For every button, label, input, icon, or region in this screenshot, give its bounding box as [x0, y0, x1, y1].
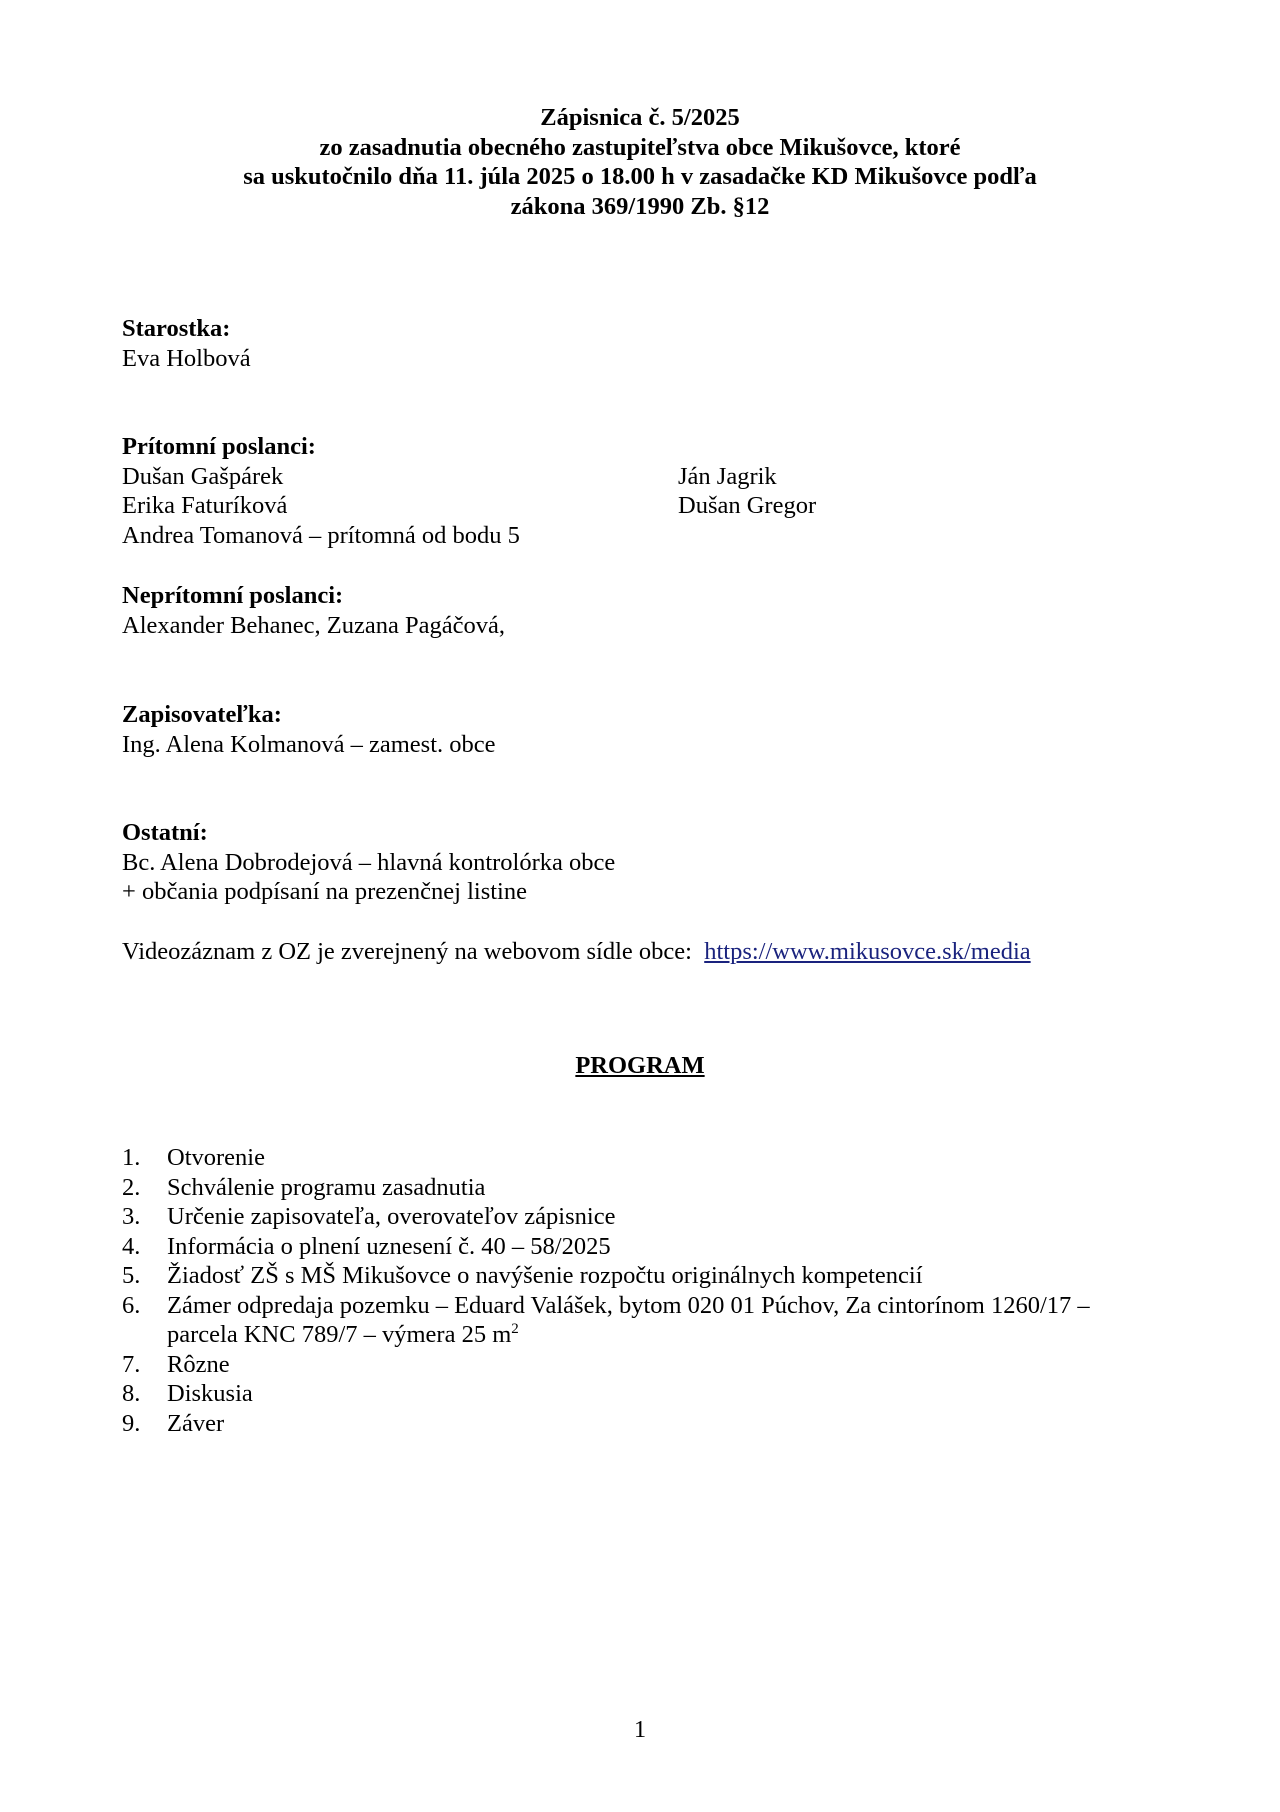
present-section	[122, 432, 520, 550]
present-member: Dušan Gregor	[678, 492, 817, 519]
list-item	[122, 1409, 1182, 1439]
video-text: Videozáznam z OZ je zverejnený na webovom sídle obce:	[122, 938, 692, 965]
title-line: zákona 369/1990 Zb. §12	[510, 192, 770, 220]
list-item	[122, 1350, 1182, 1380]
present-member: Erika Faturíková	[122, 492, 288, 519]
item-number: 6.	[122, 1291, 141, 1319]
item-text: Informácia o plnení uznesení č. 40 – 58/2025	[167, 1232, 611, 1260]
item-text: Zámer odpredaja pozemku – Eduard Valášek, bytom 020 01 Púchov, Za cintorínom 1260/17 –	[167, 1291, 1090, 1319]
others-line: Bc. Alena Dobrodejová – hlavná kontrolórka obce	[122, 848, 616, 876]
starostka-label: Starostka:	[122, 315, 231, 342]
item-number: 4.	[122, 1232, 141, 1260]
item-number: 8.	[122, 1380, 141, 1407]
video-note	[122, 937, 1031, 967]
present-member: Dušan Gašpárek	[122, 462, 284, 490]
title-line: Zápisnica č. 5/2025	[540, 104, 740, 131]
recorder-section	[122, 700, 496, 759]
absent-section	[122, 581, 505, 640]
item-number: 3.	[122, 1203, 141, 1230]
others-section	[122, 818, 615, 907]
item-text: Žiadosť ZŠ s MŠ Mikušovce o navýšenie rozpočtu originálnych kompetencií	[167, 1262, 923, 1289]
recorder-name: Ing. Alena Kolmanová – zamest. obce	[122, 730, 496, 758]
absent-label: Neprítomní poslanci:	[122, 582, 344, 609]
item-text-continued: parcela KNC 789/7 – výmera 25 m	[167, 1321, 512, 1348]
item-text: Schválenie programu zasadnutia	[167, 1173, 486, 1201]
list-item	[122, 1379, 1182, 1409]
starostka-section	[122, 314, 251, 373]
title-line: zo zasadnutia obecného zastupiteľstva obce Mikušovce, ktoré	[319, 133, 961, 161]
item-number: 7.	[122, 1350, 141, 1378]
item-number: 5.	[122, 1262, 141, 1289]
others-line: + občania podpísaní na prezenčnej listine	[122, 878, 527, 905]
item-text: Záver	[167, 1409, 225, 1437]
item-text: Diskusia	[167, 1380, 253, 1407]
present-column-right	[678, 462, 816, 521]
list-item	[122, 1261, 1182, 1291]
program-heading: PROGRAM	[575, 1052, 705, 1079]
present-member: Ján Jagrik	[678, 462, 777, 490]
recorder-label: Zapisovateľka:	[122, 701, 282, 728]
list-item	[122, 1202, 1182, 1232]
present-label: Prítomní poslanci:	[122, 433, 316, 460]
document-title	[0, 103, 1280, 221]
superscript: 2	[511, 1321, 519, 1337]
item-text: Rôzne	[167, 1350, 230, 1378]
item-number: 1.	[122, 1144, 141, 1171]
item-text: Otvorenie	[167, 1144, 265, 1171]
absent-names: Alexander Behanec, Zuzana Pagáčová,	[122, 611, 505, 639]
list-item	[122, 1173, 1182, 1203]
item-number: 2.	[122, 1173, 141, 1201]
list-item	[122, 1143, 1182, 1173]
list-item	[122, 1291, 1182, 1350]
others-label: Ostatní:	[122, 819, 208, 846]
starostka-name: Eva Holbová	[122, 344, 251, 372]
item-number: 9.	[122, 1409, 141, 1437]
agenda-list	[122, 1143, 1182, 1438]
list-item	[122, 1232, 1182, 1262]
video-link[interactable]: https://www.mikusovce.sk/media	[704, 938, 1031, 965]
item-text: Určenie zapisovateľa, overovateľov zápisnice	[167, 1203, 616, 1230]
page-number: 1	[633, 1716, 647, 1743]
title-line: sa uskutočnilo dňa 11. júla 2025 o 18.00 h v zasadačke KD Mikušovce podľa	[243, 163, 1037, 190]
present-member: Andrea Tomanová – prítomná od bodu 5	[122, 521, 520, 549]
